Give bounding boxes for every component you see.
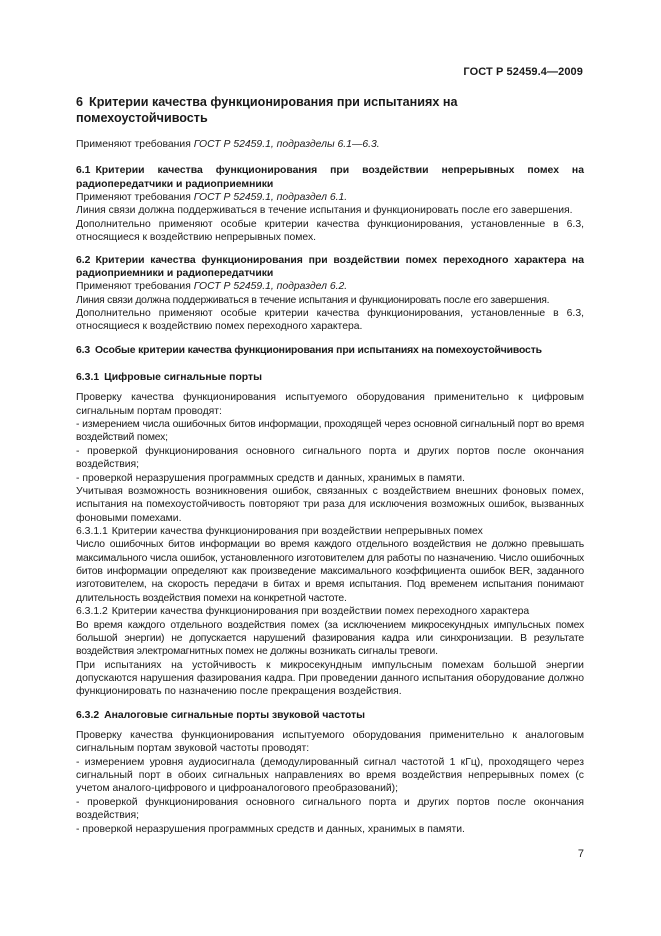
section-6-3-1-paragraph-2: Учитывая возможность возникновения ошибок, связанных с воздействием внешних фоновых помех, испытания на помехоустойчивость повторяют три раза для исключения возможных ошибок, вызванных фоновыми помехами. bbox=[76, 485, 584, 524]
section-6-intro-text: Применяют требования bbox=[76, 139, 194, 150]
section-6-3-2-title: Аналоговые сигнальные порты звуковой частоты bbox=[104, 709, 365, 721]
section-6-intro bbox=[76, 138, 584, 151]
section-6-3-2-bullet-2: - проверкой функционирования основного сигнального порта и других портов после окончания воздействия; bbox=[76, 796, 584, 822]
section-6-3-number: 6.3 bbox=[76, 344, 90, 356]
section-6-1-requirement bbox=[76, 191, 584, 204]
section-6-2-number: 6.2 bbox=[76, 254, 91, 266]
document-code-header: ГОСТ Р 52459.4—2009 bbox=[463, 66, 583, 78]
section-6-3-1-bullet-1: - измерением числа ошибочных битов информации, проходящей через основной сигнальный порт во время воздействий помех; bbox=[76, 419, 584, 444]
section-6-1-heading bbox=[76, 164, 584, 191]
section-6-1-paragraph-3: Дополнительно применяют особые критерии качества функционирования, установленные в 6.3, относящиеся к воздействию непрерывных помех. bbox=[76, 218, 584, 244]
section-6-number: 6 bbox=[76, 95, 84, 109]
section-6-3-2-number: 6.3.2 bbox=[76, 709, 100, 721]
section-6-3-1-1-number: 6.3.1.1 bbox=[76, 525, 108, 537]
section-6-3-1-1-heading bbox=[76, 525, 584, 538]
section-6-3-1-1-paragraph: Число ошибочных битов информации во время каждого отдельного воздействия не должно превышать максимального числа ошибок, установленного изготовителем для работы по назначению. Число ошибочных битов информации определяют как произведение максимального коэффициента ошибок BER, заданного изготовителем, на скорость передачи в битах и время испытания. Под временем испытания понимают длительность воздействия помехи на конкретной частоте. bbox=[76, 539, 584, 604]
section-6-3-2-paragraph-1: Проверку качества функционирования испытуемого оборудования применительно к аналоговым сигнальным портам звуковой частоты проводят: bbox=[76, 730, 584, 755]
section-6-3-1-number: 6.3.1 bbox=[76, 372, 100, 384]
section-6-intro-reference: ГОСТ Р 52459.1, подразделы 6.1—6.3. bbox=[193, 139, 380, 150]
section-6-title: Критерии качества функционирования при испытаниях на помехоустойчивость bbox=[76, 95, 458, 125]
section-6-2-requirement-reference: ГОСТ Р 52459.1, подраздел 6.2. bbox=[193, 281, 348, 293]
section-6-3-1-2-number: 6.3.1.2 bbox=[76, 606, 108, 618]
section-6-heading bbox=[76, 94, 584, 126]
section-6-2-heading bbox=[76, 254, 584, 281]
section-6-3-2-bullet-1: - измерением уровня аудиосигнала (демодулированный сигнал частотой 1 кГц), проходящего через сигнальный порт в обоих сигнальных направлениях во время воздействия непрерывных помех (с учетом аналого-цифрового и цифроаналогового преобразований); bbox=[76, 756, 584, 795]
section-6-3-1-heading bbox=[76, 371, 584, 384]
section-6-2-paragraph-3: Дополнительно применяют особые критерии качества функционирования, установленные в 6.3, относящиеся к воздействию помех переходного характера. bbox=[76, 307, 584, 333]
section-6-1-paragraph-2: Линия связи должна поддерживаться в течение испытания и функционировать после его завершения. bbox=[76, 205, 573, 217]
section-6-3-1-paragraph-1: Проверку качества функционирования испытуемого оборудования применительно к цифровым сигнальным портам проводят: bbox=[76, 392, 584, 417]
section-6-2-requirement bbox=[76, 280, 584, 293]
section-6-2-requirement-text: Применяют требования bbox=[76, 281, 194, 293]
section-6-2-title: Критерии качества функционирования при воздействии помех переходного характера на радиоприемники и радиопередатчики bbox=[76, 254, 584, 279]
section-6-3-1-bullet-3: - проверкой неразрушения программных средств и данных, хранимых в памяти. bbox=[76, 472, 465, 484]
section-6-3-1-2-heading bbox=[76, 605, 584, 618]
page-number: 7 bbox=[577, 848, 584, 860]
section-6-3-1-1-title: Критерии качества функционирования при воздействии непрерывных помех bbox=[111, 525, 483, 537]
section-6-3-1-bullet-2: - проверкой функционирования основного сигнального порта и других портов после окончания воздействия; bbox=[76, 445, 584, 471]
section-6-3-heading bbox=[76, 344, 584, 357]
section-6-3-1-2-paragraph-1: Во время каждого отдельного воздействия помех (за исключением микросекундных импульсных помех большой энергии) не допускается нарушений фазирования кадра или синхронизации. В результате воздействия электромагнитных помех не должны возникать сигналы тревоги. bbox=[76, 619, 584, 658]
section-6-2-paragraph-2: Линия связи должна поддерживаться в течение испытания и функционировать после его завершения. bbox=[76, 294, 550, 306]
section-6-1-requirement-text: Применяют требования bbox=[76, 192, 194, 204]
section-6-3-2-heading bbox=[76, 709, 584, 722]
section-6-3-2-bullet-3: - проверкой неразрушения программных средств и данных, хранимых в памяти. bbox=[76, 823, 465, 835]
section-6-1-title: Критерии качества функционирования при воздействии непрерывных помех на радиопередатчики и радиоприемники bbox=[76, 165, 584, 190]
section-6-3-title: Особые критерии качества функционирования при испытаниях на помехоустойчивость bbox=[95, 344, 542, 356]
section-6-3-1-title: Цифровые сигнальные порты bbox=[104, 372, 262, 384]
page-content bbox=[76, 94, 584, 836]
section-6-3-1-2-title: Критерии качества функционирования при воздействии помех переходного характера bbox=[111, 606, 530, 618]
section-6-3-1-2-paragraph-2: При испытаниях на устойчивость к микросекундным импульсным помехам большой энергии допускаются нарушения фазирования кадра. При проведении данного испытания оборудование должно функционировать по назначению после прекращения воздействия. bbox=[76, 659, 584, 698]
section-6-1-number: 6.1 bbox=[76, 165, 91, 177]
section-6-1-requirement-reference: ГОСТ Р 52459.1, подраздел 6.1. bbox=[193, 192, 348, 204]
